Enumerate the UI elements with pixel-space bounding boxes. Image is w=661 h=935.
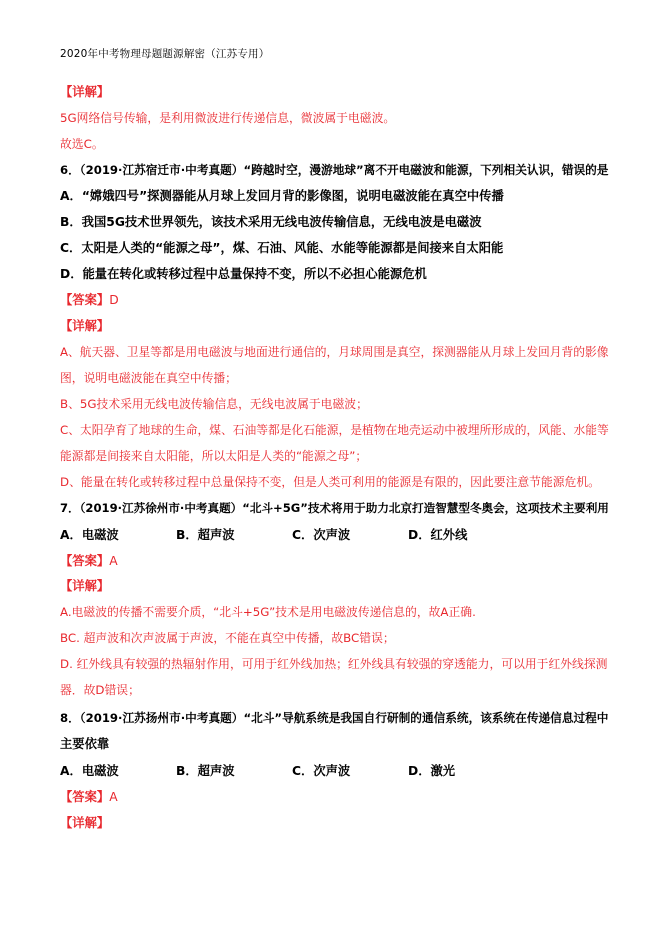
q6-explanation-line: D、能量在转化或转移过程中总量保持不变，但是人类可利用的能源是有限的，因此要注意节能源危机。 xyxy=(60,475,600,489)
q6-answer xyxy=(60,292,119,308)
q7-option-c: C．次声波 xyxy=(292,528,351,542)
page-header-title: 2020年中考物理母题题源解密（江苏专用） xyxy=(60,48,270,60)
q6-explanation-line: 能源都是间接来自太阳能，所以太阳是人类的“能源之母”； xyxy=(60,449,368,463)
q7-option-b: B．超声波 xyxy=(176,528,235,542)
question-6: 6．（2019·江苏宿迁市·中考真题）“跨越时空，漫游地球”离不开电磁波和能源，下列相关认识，错误的是 xyxy=(60,163,609,177)
question-7: 7．（2019·江苏徐州市·中考真题）“北斗+5G”技术将用于助力北京打造智慧型冬奥会，这项技术主要利用 xyxy=(60,501,609,515)
question-8: 8．（2019·江苏扬州市·中考真题）“北斗”导航系统是我国自行研制的通信系统，该系统在传递信息过程中 xyxy=(60,711,609,725)
question-8-continued: 主要依靠 xyxy=(60,737,110,751)
q6-explanation-line: A、航天器、卫星等都是用电磁波与地面进行通信的，月球周围是真空，探测器能从月球上发回月背的影像 xyxy=(60,345,609,359)
q8-answer xyxy=(60,789,118,805)
q8-option-d: D．激光 xyxy=(408,764,456,778)
detail-label: 【详解】 xyxy=(60,816,110,830)
explanation-text: 5G网络信号传输，是利用微波进行传递信息，微波属于电磁波。 xyxy=(60,111,396,125)
q7-option-a: A．电磁波 xyxy=(60,528,119,542)
answer-value: A xyxy=(109,790,118,804)
detail-label: 【详解】 xyxy=(60,579,110,593)
detail-label: 【详解】 xyxy=(60,319,110,333)
q7-explanation-line: 器．故D错误； xyxy=(60,683,140,697)
answer-label: 【答案】 xyxy=(60,554,110,568)
conclusion-text: 故选C。 xyxy=(60,137,104,151)
q6-explanation-line: 图，说明电磁波能在真空中传播； xyxy=(60,371,237,385)
q8-option-b: B．超声波 xyxy=(176,764,235,778)
answer-value: D xyxy=(109,293,119,307)
q7-answer xyxy=(60,553,118,569)
answer-value: A xyxy=(109,554,118,568)
detail-label: 【详解】 xyxy=(60,85,110,99)
q7-explanation-line: BC. 超声波和次声波属于声波，不能在真空中传播，故BC错误； xyxy=(60,631,395,645)
q6-option-c: C．太阳是人类的“能源之母”，煤、石油、风能、水能等能源都是间接来自太阳能 xyxy=(60,241,504,255)
q6-option-b: B．我国5G技术世界领先，该技术采用无线电波传输信息，无线电波是电磁波 xyxy=(60,215,482,229)
q7-explanation-line: D. 红外线具有较强的热辐射作用，可用于红外线加热；红外线具有较强的穿透能力，可以用于红外线探测 xyxy=(60,657,608,671)
q6-explanation-line: B、5G技术采用无线电波传输信息，无线电波属于电磁波； xyxy=(60,397,368,411)
q7-option-d: D．红外线 xyxy=(408,528,468,542)
answer-label: 【答案】 xyxy=(60,293,110,307)
answer-label: 【答案】 xyxy=(60,790,110,804)
q6-option-a: A．“嫦娥四号”探测器能从月球上发回月背的影像图，说明电磁波能在真空中传播 xyxy=(60,189,504,203)
q8-option-c: C．次声波 xyxy=(292,764,351,778)
q7-explanation-line: A.电磁波的传播不需要介质，“北斗+5G”技术是用电磁波传递信息的，故A正确. xyxy=(60,605,476,619)
q8-option-a: A．电磁波 xyxy=(60,764,119,778)
q6-option-d: D．能量在转化或转移过程中总量保持不变，所以不必担心能源危机 xyxy=(60,267,427,281)
q6-explanation-line: C、太阳孕育了地球的生命，煤、石油等都是化石能源，是植物在地壳运动中被埋所形成的，风能、水能等 xyxy=(60,423,609,437)
